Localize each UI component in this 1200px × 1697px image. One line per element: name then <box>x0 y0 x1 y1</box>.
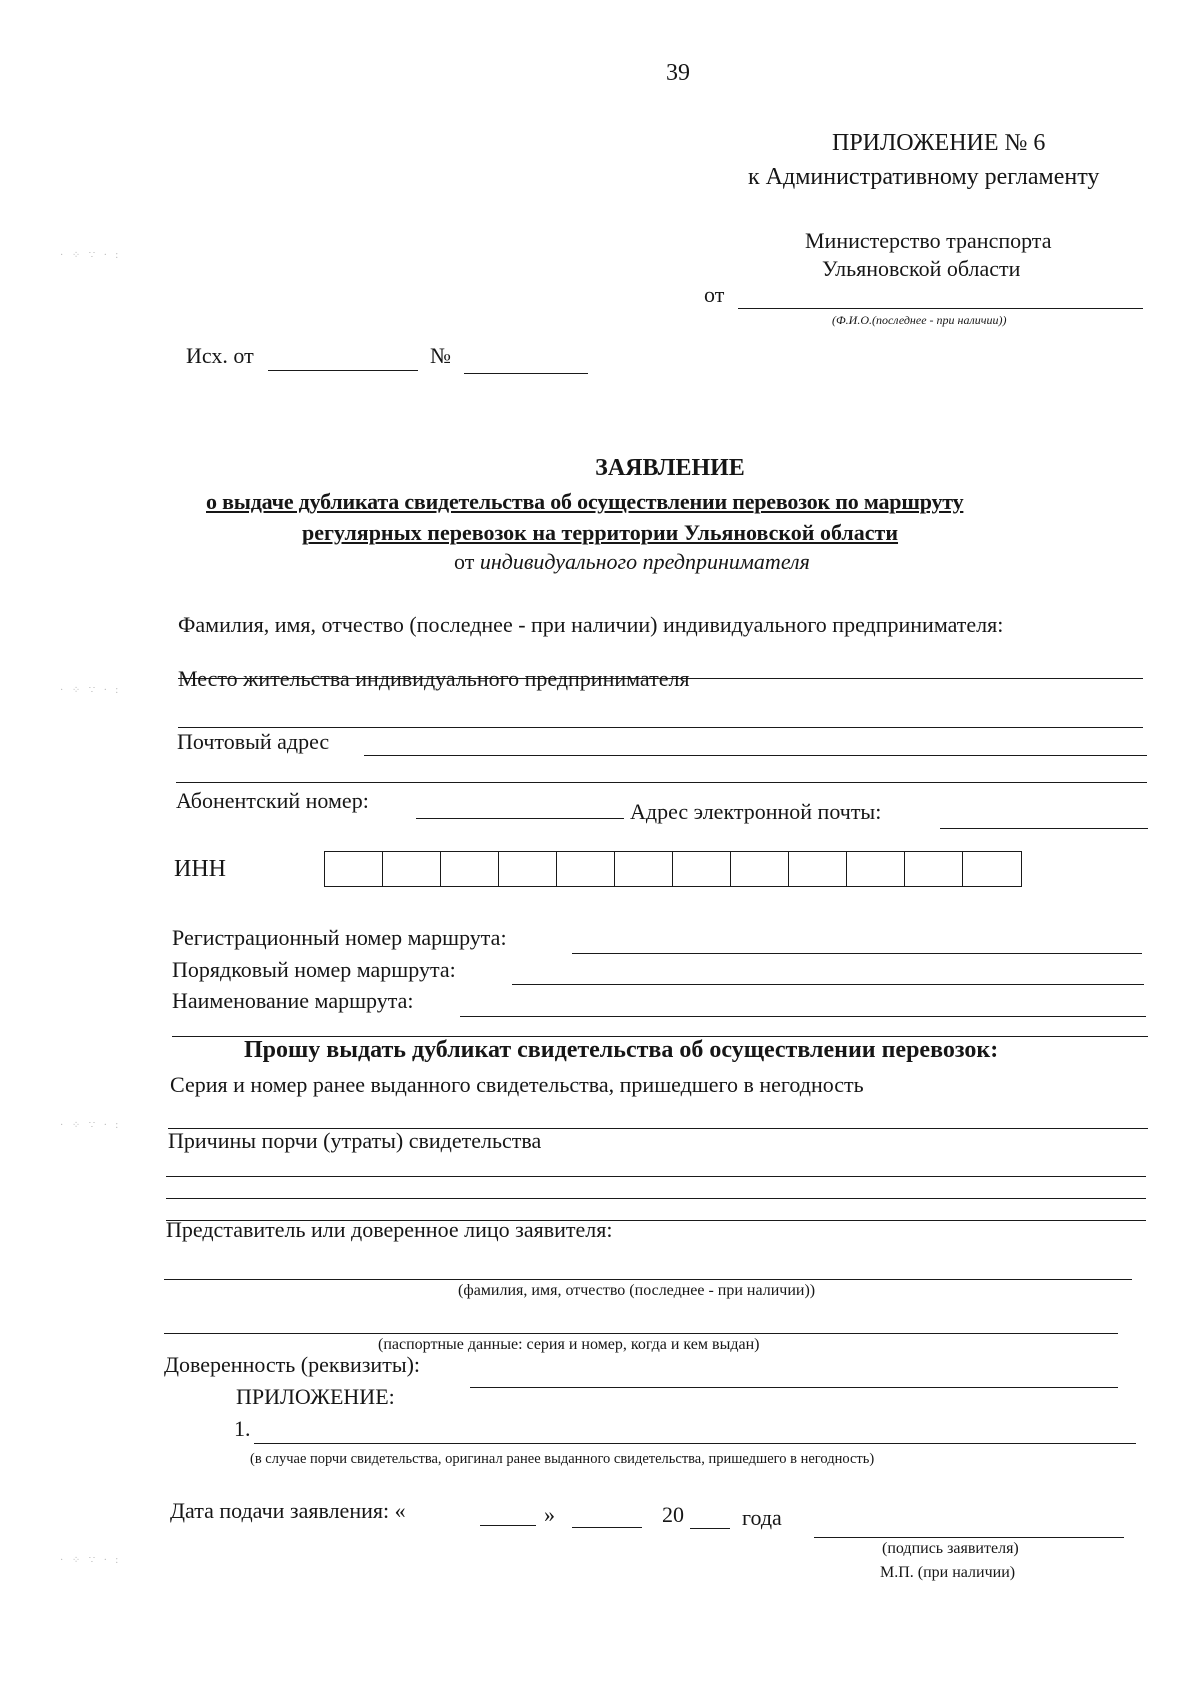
scan-noise: · ⁘ ∵ · : <box>60 1120 122 1131</box>
scan-noise: · ⁘ ∵ · : <box>60 250 122 261</box>
date-month-line[interactable] <box>572 1527 642 1528</box>
representative-fio-hint: (фамилия, имя, отчество (последнее - при наличии)) <box>458 1282 816 1299</box>
year-suffix: года <box>742 1505 782 1530</box>
regulation-reference: к Административному регламенту <box>748 164 1100 190</box>
inn-cell[interactable] <box>963 852 1021 886</box>
appendix-title: ПРИЛОЖЕНИЕ № 6 <box>832 130 1046 156</box>
reasons-line-2[interactable] <box>166 1198 1146 1199</box>
attachment-hint: (в случае порчи свидетельства, оригинал ранее выданного свидетельства, пришедшего в негодность) <box>250 1451 875 1467</box>
fio-label: Фамилия, имя, отчество (последнее - при наличии) индивидуального предпринимателя: <box>178 612 1004 637</box>
signature-hint: (подпись заявителя) <box>882 1540 1019 1557</box>
passport-hint: (паспортные данные: серия и номер, когда и кем выдан) <box>378 1336 760 1353</box>
ministry-line-1: Министерство транспорта <box>805 228 1052 253</box>
signature-line[interactable] <box>814 1537 1124 1538</box>
scan-noise: · ⁘ ∵ · : <box>60 685 122 696</box>
representative-fio-line[interactable] <box>164 1279 1132 1280</box>
residence-line[interactable] <box>178 727 1143 728</box>
inn-label: ИНН <box>174 856 226 882</box>
inn-cell[interactable] <box>615 852 673 886</box>
outgoing-date-line[interactable] <box>268 370 418 371</box>
postal-line-1[interactable] <box>364 755 1147 756</box>
reasons-line-1[interactable] <box>166 1176 1146 1177</box>
postal-label: Почтовый адрес <box>177 729 330 754</box>
inn-cell[interactable] <box>673 852 731 886</box>
inn-cell[interactable] <box>557 852 615 886</box>
seq-number-label: Порядковый номер маршрута: <box>172 957 456 982</box>
outgoing-number-line[interactable] <box>464 373 588 374</box>
attachment-line[interactable] <box>254 1443 1136 1444</box>
from-label: от <box>704 282 725 307</box>
from-prefix: от <box>454 549 475 574</box>
inn-cells[interactable] <box>324 851 1022 887</box>
outgoing-label: Исх. от <box>186 343 254 368</box>
email-label: Адрес электронной почты: <box>630 799 882 824</box>
from-entity: индивидуального предпринимателя <box>479 549 810 574</box>
power-of-attorney-line[interactable] <box>470 1387 1118 1388</box>
inn-cell[interactable] <box>499 852 557 886</box>
route-name-line[interactable] <box>460 1016 1146 1017</box>
attachment-item-number: 1. <box>234 1416 251 1441</box>
inn-cell[interactable] <box>789 852 847 886</box>
inn-cell[interactable] <box>731 852 789 886</box>
route-name-label: Наименование маршрута: <box>172 988 414 1013</box>
phone-label: Абонентский номер: <box>176 788 369 813</box>
from-entity-line <box>454 549 810 575</box>
phone-line[interactable] <box>416 818 624 819</box>
series-label: Серия и номер ранее выданного свидетельства, пришедшего в негодность <box>170 1072 864 1097</box>
reg-number-label: Регистрационный номер маршрута: <box>172 925 507 950</box>
date-close-quote: » <box>544 1502 555 1527</box>
inn-cell[interactable] <box>325 852 383 886</box>
document-title: ЗАЯВЛЕНИЕ <box>595 455 745 481</box>
page-number: 39 <box>666 60 690 86</box>
stamp-hint: М.П. (при наличии) <box>880 1564 1016 1581</box>
ministry-line-2: Ульяновской области <box>822 256 1021 281</box>
residence-label: Место жительства индивидуального предпринимателя <box>178 666 690 691</box>
attachment-heading: ПРИЛОЖЕНИЕ: <box>236 1384 395 1409</box>
inn-cell[interactable] <box>383 852 441 886</box>
document-subtitle-1: о выдаче дубликата свидетельства об осуществлении перевозок по маршруту <box>206 489 964 514</box>
reg-number-line[interactable] <box>572 953 1142 954</box>
postal-line-2[interactable] <box>176 782 1147 783</box>
inn-cell[interactable] <box>847 852 905 886</box>
applicant-name-line[interactable] <box>738 308 1143 309</box>
document-subtitle-2: регулярных перевозок на территории Ульяновской области <box>302 520 899 545</box>
inn-cell[interactable] <box>441 852 499 886</box>
passport-line[interactable] <box>164 1333 1118 1334</box>
scan-noise: · ⁘ ∵ · : <box>60 1555 122 1566</box>
inn-cell[interactable] <box>905 852 963 886</box>
outgoing-number-label: № <box>430 343 451 368</box>
fio-hint: (Ф.И.О.(последнее - при наличии)) <box>832 313 1007 327</box>
email-line[interactable] <box>940 828 1148 829</box>
date-day-line[interactable] <box>480 1525 536 1526</box>
year-line[interactable] <box>690 1528 730 1529</box>
request-heading: Прошу выдать дубликат свидетельства об осуществлении перевозок: <box>244 1037 999 1063</box>
seq-number-line[interactable] <box>512 984 1144 985</box>
year-prefix: 20 <box>662 1502 684 1527</box>
representative-label: Представитель или доверенное лицо заявителя: <box>166 1217 613 1242</box>
power-of-attorney-label: Доверенность (реквизиты): <box>164 1352 421 1377</box>
date-label: Дата подачи заявления: « <box>170 1498 406 1523</box>
reasons-label: Причины порчи (утраты) свидетельства <box>168 1128 542 1153</box>
